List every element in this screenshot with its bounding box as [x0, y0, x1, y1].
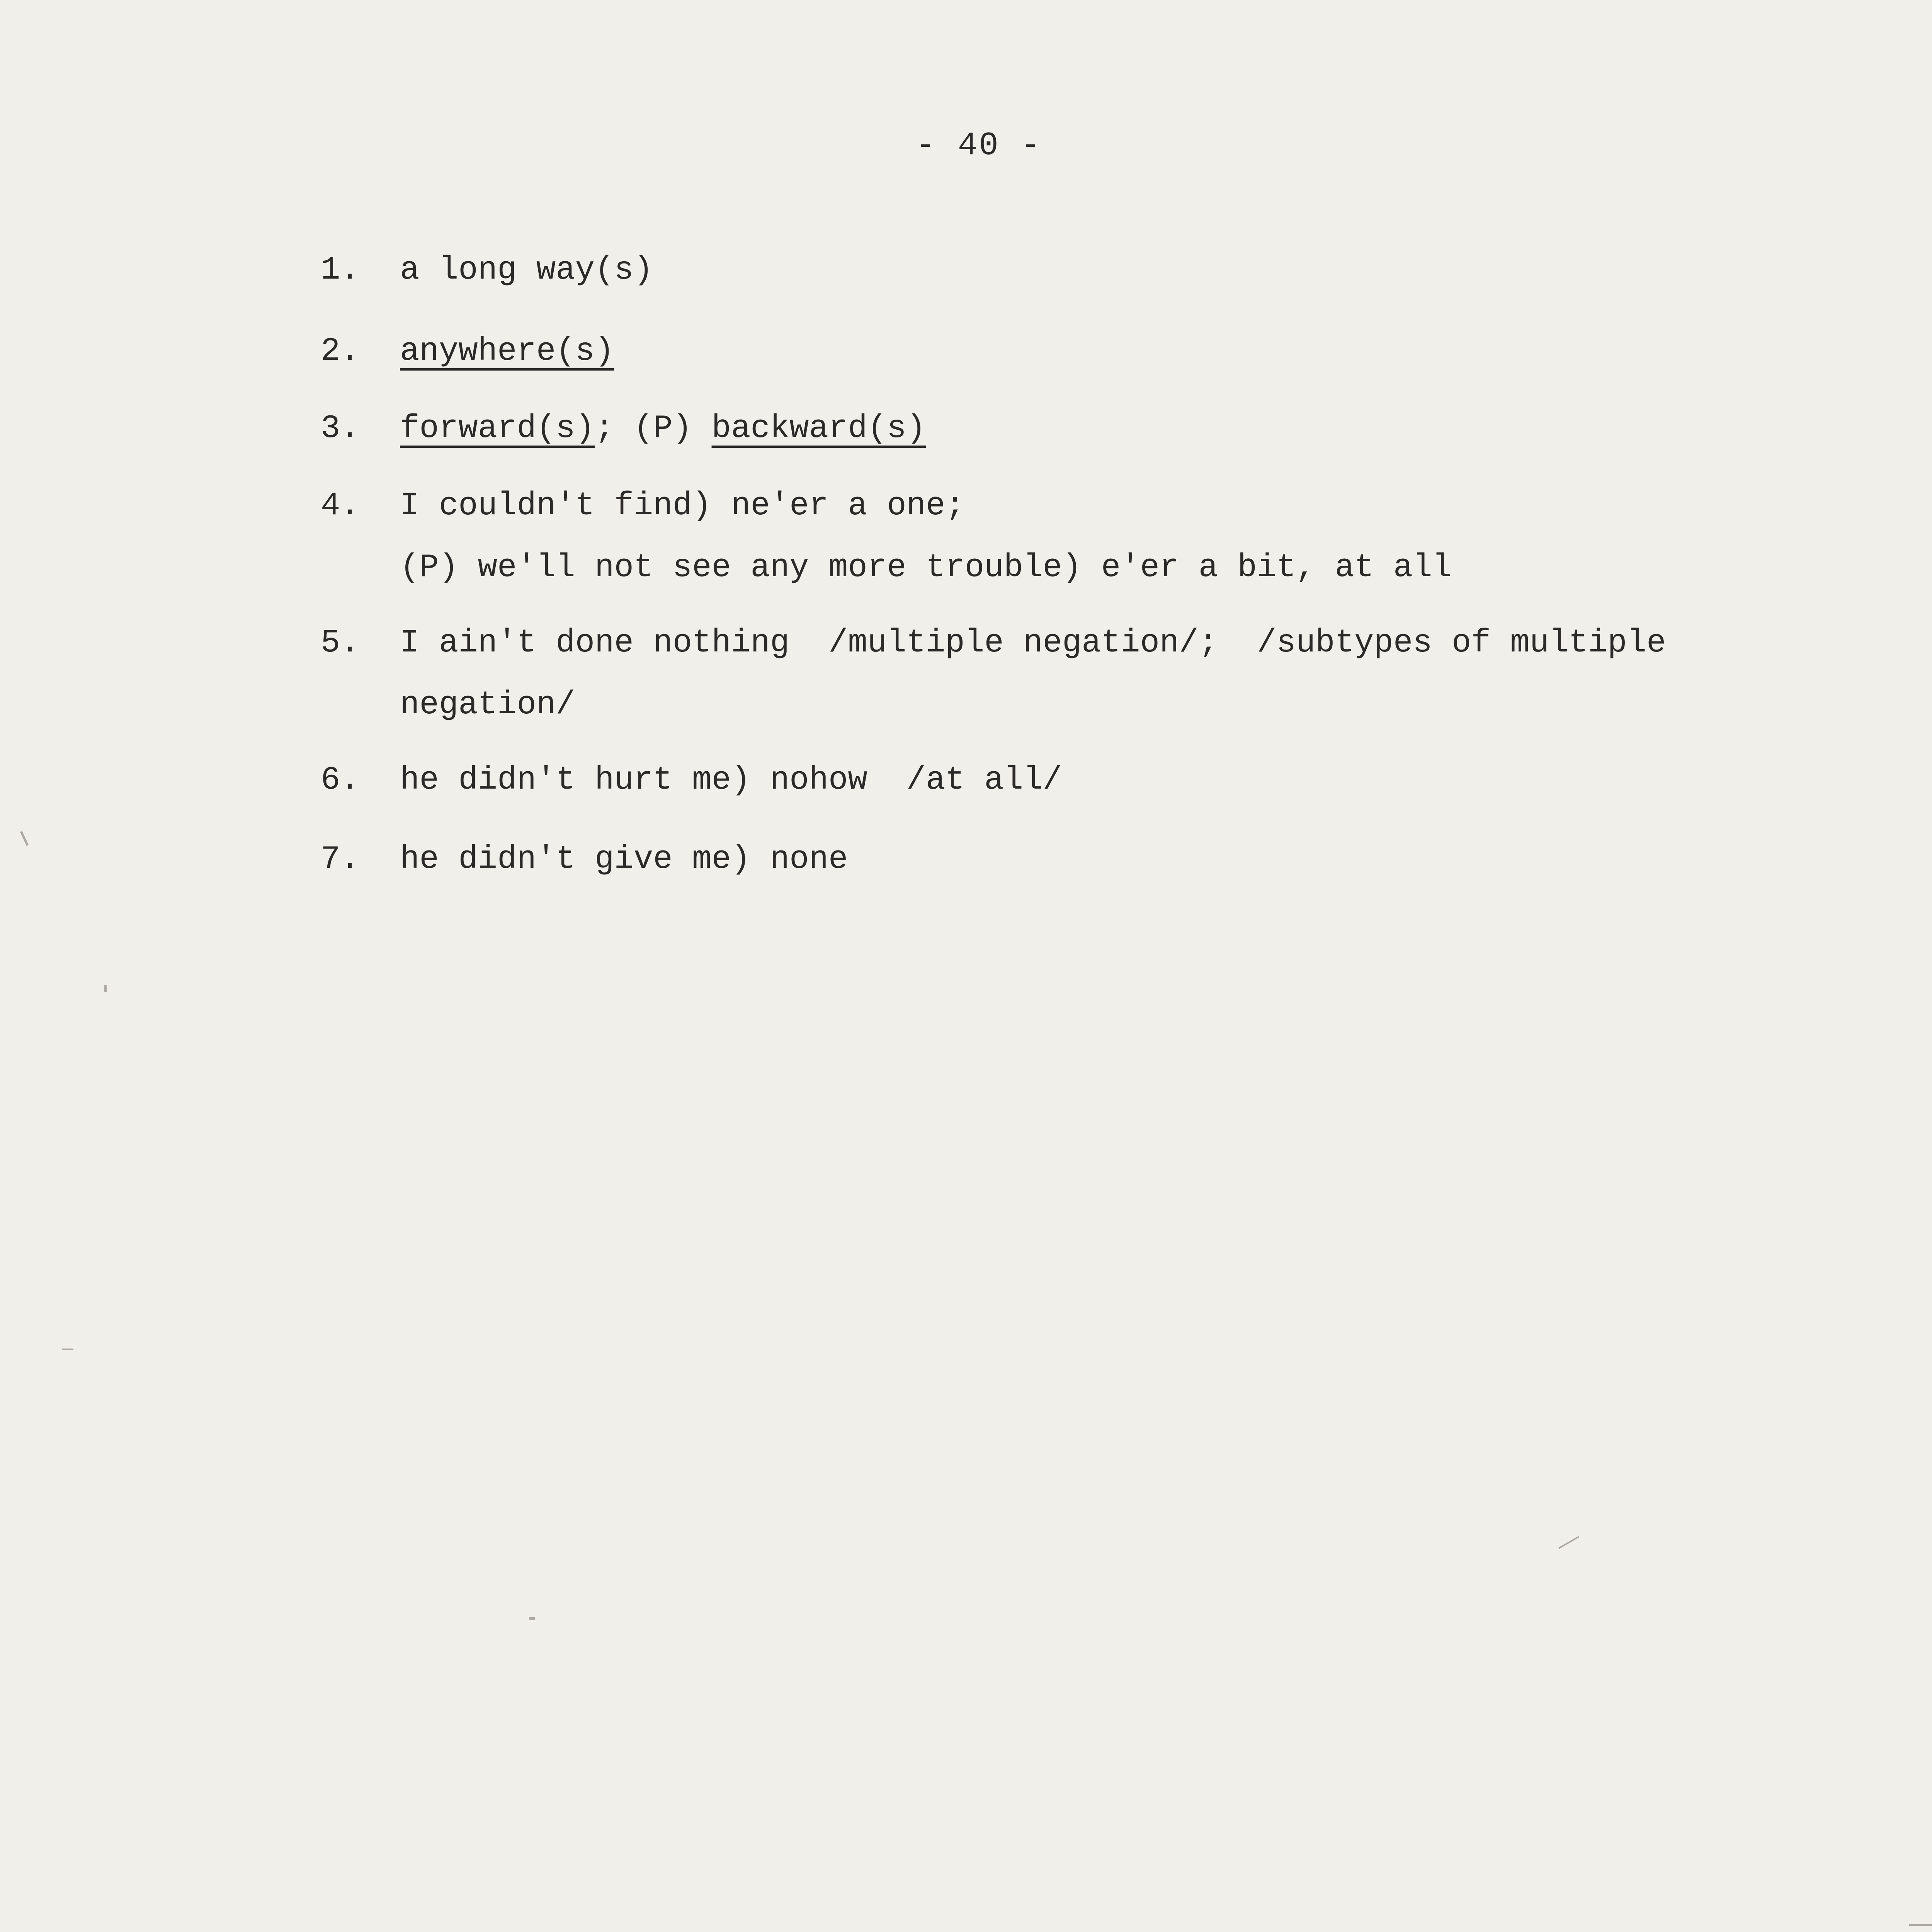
item-number: 1. [321, 252, 360, 289]
page-number: - 40 - [916, 128, 1042, 164]
item-number: 5. [321, 625, 360, 662]
scan-mark [1909, 1924, 1932, 1926]
item-number: 6. [321, 762, 360, 799]
item-number: 2. [321, 333, 360, 370]
item-segment: a long way(s) [400, 252, 653, 289]
underlined-term: anywhere(s) [400, 333, 614, 370]
item-segment: ; (P) [595, 410, 712, 447]
item-segment: I ain't done nothing /multiple negation/; /subtypes of multiple [400, 625, 1666, 662]
item-number: 4. [321, 488, 360, 524]
item-continuation: negation/ [400, 687, 575, 723]
underlined-term: backward(s) [711, 410, 926, 447]
item-text [400, 321, 614, 383]
scan-mark [20, 831, 29, 846]
item-text [400, 475, 965, 537]
item-continuation: (P) we'll not see any more trouble) e'er a bit, at all [400, 549, 1452, 586]
item-number: 7. [321, 841, 360, 878]
item-segment: he didn't give me) none [400, 841, 848, 878]
underlined-term: forward(s) [400, 410, 595, 447]
item-segment: he didn't hurt me) nohow /at all/ [400, 762, 1062, 799]
scan-mark [1558, 1536, 1579, 1549]
item-text [400, 398, 926, 460]
item-text [400, 240, 653, 301]
item-number: 3. [321, 410, 360, 447]
scan-mark [529, 1617, 535, 1620]
item-text [400, 612, 1666, 674]
item-text [400, 750, 1062, 811]
scan-mark [62, 1349, 73, 1350]
item-segment: I couldn't find) ne'er a one; [400, 488, 965, 524]
scan-mark [104, 985, 107, 992]
item-text [400, 829, 848, 891]
